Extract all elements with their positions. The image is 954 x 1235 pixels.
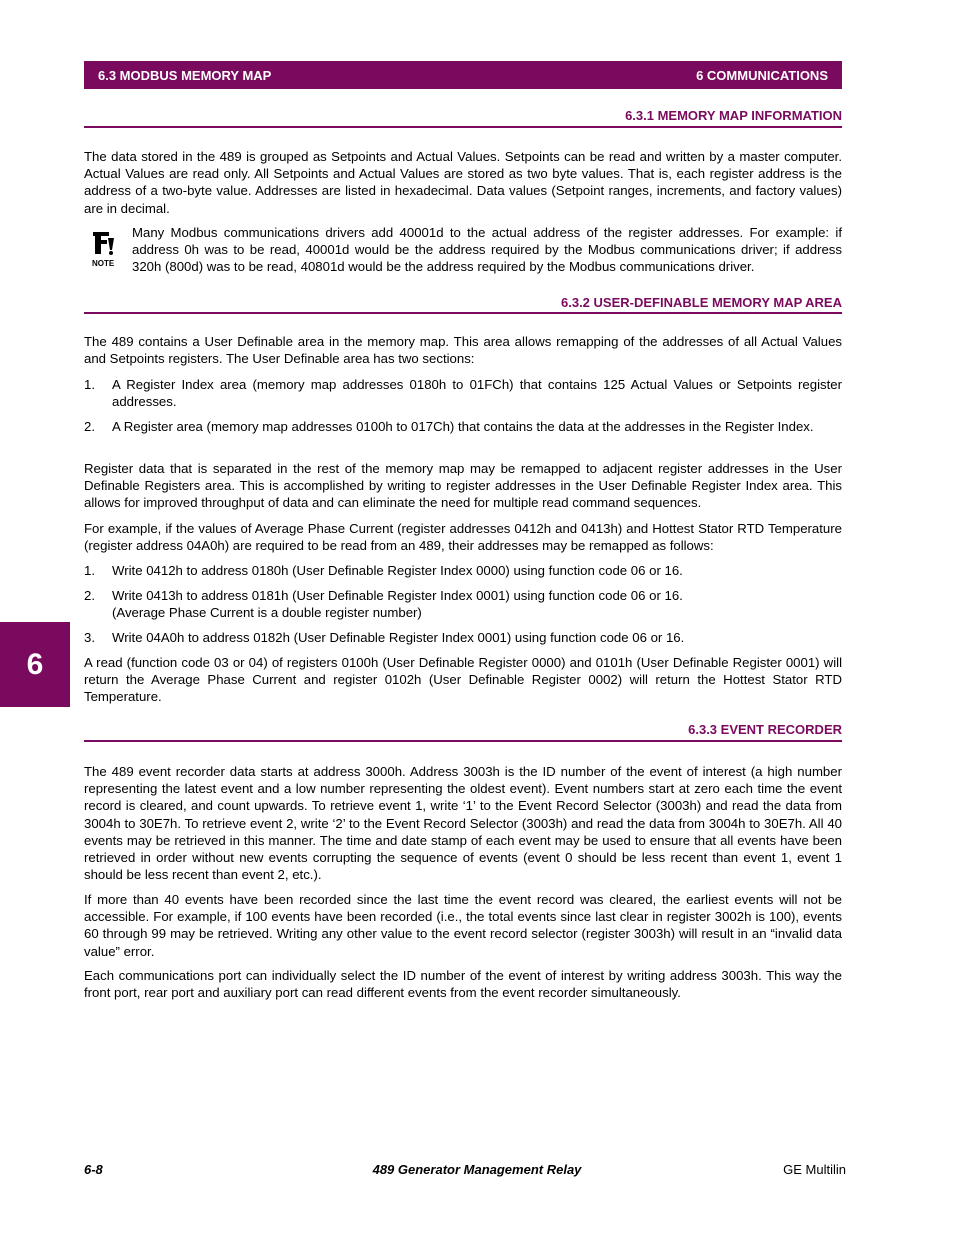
chapter-tab: 6: [0, 622, 70, 707]
section-divider: [84, 126, 842, 128]
list-number: 1.: [84, 563, 95, 578]
list-text: (Average Phase Current is a double register number): [112, 605, 422, 620]
list-text: Write 0412h to address 0180h (User Definable Register Index 0000) using function code 06 or 16.: [112, 563, 683, 578]
paragraph: A read (function code 03 or 04) of registers 0100h (User Definable Register 0000) and 0101h (User Definable Register 0001) will return the Average Phase Current and register 0102h (User Definable Register 0002) will return the Hottest Stator RTD Temperature.: [84, 655, 842, 705]
list-text: A Register area (memory map addresses 0100h to 017Ch) that contains the data at the addresses in the Register Index.: [112, 419, 814, 434]
note-label: NOTE: [92, 259, 115, 268]
header-chapter: 6 COMMUNICATIONS: [696, 67, 828, 83]
paragraph: Each communications port can individually select the ID number of the event of interest by writing address 3003h. This way the front port, rear port and auxiliary port can read different events from the event recorder simultaneously.: [84, 968, 842, 1001]
running-header: [84, 61, 842, 89]
section-divider: [84, 312, 842, 314]
section-title-6-3-2: 6.3.2 USER-DEFINABLE MEMORY MAP AREA: [561, 295, 842, 310]
page-number: 6-8: [84, 1162, 103, 1177]
list-number: 2.: [84, 419, 95, 434]
section-divider: [84, 740, 842, 742]
list-number: 3.: [84, 630, 95, 645]
list-text: A Register Index area (memory map addresses 0180h to 01FCh) that contains 125 Actual Values or Setpoints register addresses.: [112, 377, 842, 410]
footer-company: GE Multilin: [783, 1162, 846, 1177]
paragraph: Register data that is separated in the rest of the memory map may be remapped to adjacent register addresses in the User Definable Registers area. This is accomplished by writing to register addresses in the User Definable Register Index area. This allows for improved throughput of data and can eliminate the need for multiple read command sequences.: [84, 461, 842, 511]
list-number: 2.: [84, 588, 95, 603]
paragraph: The 489 event recorder data starts at address 3000h. Address 3003h is the ID number of the event of interest (a high number representing the latest event and a low number representing the oldest event). Event numbers start at zero each time the event record is cleared, and count upwards. To retrieve event 1, write ‘1’ to the Event Record Selector (3003h) and read the data from 3004h to 30E7h. To retrieve event 2, write ‘2’ to the Event Record Selector (3003h) and read the data from 3004h to 30E7h. All 40 events may be retrieved in this manner. The time and date stamp of each event may be used to ensure that all events have been retrieved in order without new events corrupting the sequence of events (event 0 should be less recent than event 1, event 1 should be less recent than event 2, etc.).: [84, 764, 842, 883]
paragraph: For example, if the values of Average Phase Current (register addresses 0412h and 0413h) and Hottest Stator RTD Temperature (register address 04A0h) are required to be read from an 489, their addresses may be remapped as follows:: [84, 521, 842, 554]
section-title-6-3-1: 6.3.1 MEMORY MAP INFORMATION: [625, 108, 842, 123]
list-text: Write 04A0h to address 0182h (User Definable Register Index 0001) using function code 06 or 16.: [112, 630, 685, 645]
header-section: 6.3 MODBUS MEMORY MAP: [98, 67, 272, 83]
list-text: Write 0413h to address 0181h (User Definable Register Index 0001) using function code 06 or 16.: [112, 588, 683, 603]
footer-title: 489 Generator Management Relay: [372, 1162, 582, 1177]
list-number: 1.: [84, 377, 95, 392]
paragraph: The data stored in the 489 is grouped as Setpoints and Actual Values. Setpoints can be read and written by a master computer. Actual Values are read only. All Setpoints and Actual Values are stored as two byte values. That is, each register address is the address of a two-byte value. Addresses are listed in hexadecimal. Data values (Setpoint ranges, increments, and factory values) are in decimal.: [84, 149, 842, 216]
section-title-6-3-3: 6.3.3 EVENT RECORDER: [688, 722, 842, 737]
paragraph: If more than 40 events have been recorded since the last time the event record was cleared, the earliest events will not be accessible. For example, if 100 events have been recorded (i.e., the total events since last clear in register 3002h is 100), events 60 through 99 may be retrieved. Writing any other value to the event record selector (register 3003h) will result in an “invalid data value” error.: [84, 892, 842, 959]
note-text: Many Modbus communications drivers add 40001d to the actual address of the register addresses. For example: if address 0h was to be read, 40001d would be the address required by the Modbus communications driver; if address 320h (800d) was to be read, 40801d would be the address required by the Modbus communications driver.: [132, 225, 842, 275]
paragraph: The 489 contains a User Definable area in the memory map. This area allows remapping of the addresses of all Actual Values and Setpoints registers. The User Definable area has two sections:: [84, 334, 842, 367]
